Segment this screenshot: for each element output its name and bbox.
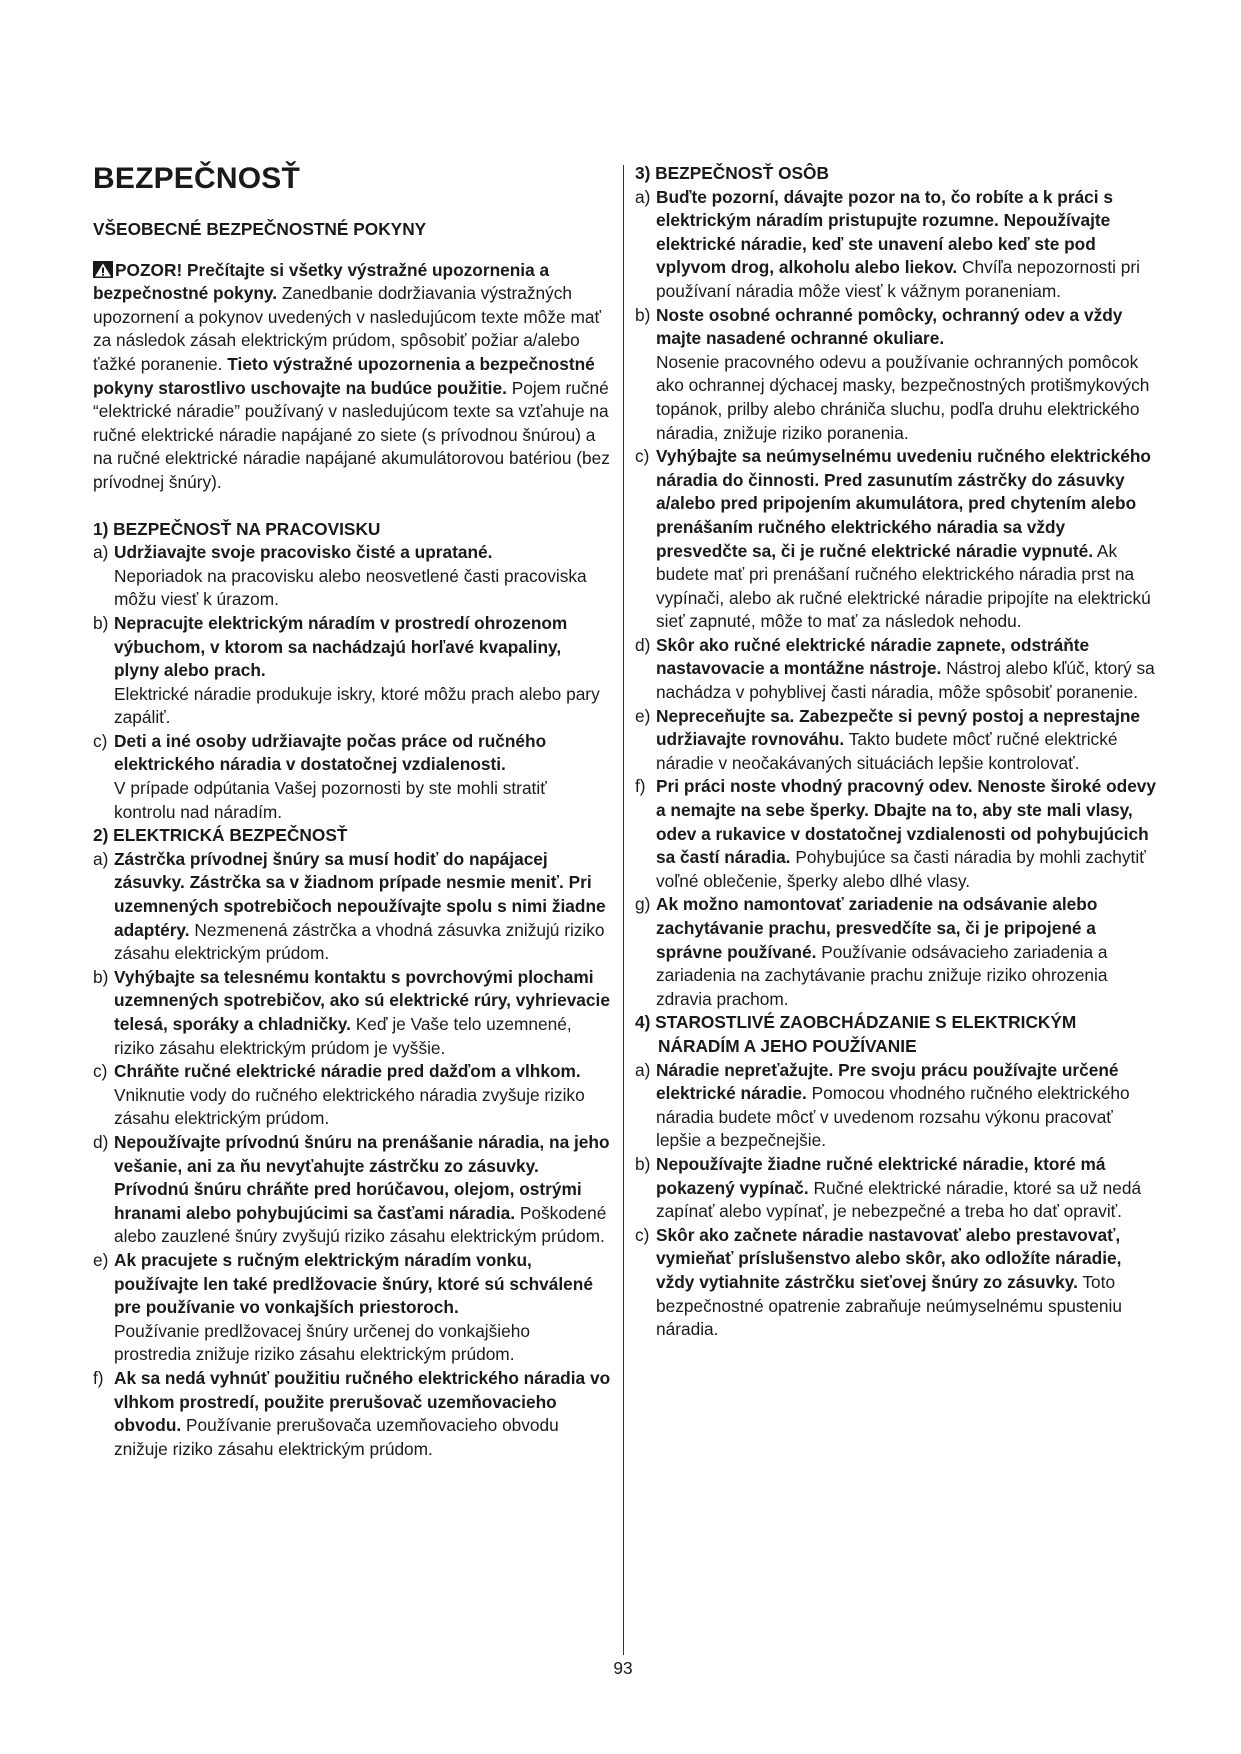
section-electrical-title: 2) ELEKTRICKÁ BEZPEČNOSŤ (93, 825, 348, 846)
section-tool-use-title: 4) STAROSTLIVÉ ZAOBCHÁDZANIE S ELEKTRICKÝM NÁRADÍM A JEHO POUŽÍVANIE (635, 1012, 1077, 1056)
item-text: Pohybujúce sa časti náradia by mohli zachytiť voľné oblečenie, šperky alebo dlhé vlasy. (656, 847, 1146, 891)
item-bold: Nepoužívajte žiadne ručné elektrické náradie, ktoré má pokazený vypínač. (656, 1153, 1106, 1198)
item-letter: a) (93, 542, 109, 563)
intro-text-2: Pojem ručné “elektrické náradie” používaný v nasledujúcom texte sa vzťahuje na ručné elektrické náradie napájané zo siete (s prívodnou šnúrou) a na ručné elektrické náradie napájané akumulátorovou batériou (bez prívodnej šnúry). (93, 377, 610, 492)
list-item (93, 541, 611, 612)
item-letter: b) (93, 966, 109, 987)
item-letter: b) (635, 304, 651, 325)
item-body (656, 1153, 1159, 1224)
section-electrical-list (93, 848, 611, 1461)
item-letter: a) (635, 1059, 651, 1080)
right-column (635, 162, 1159, 1342)
item-text: Toto bezpečnostné opatrenie zabraňuje neúmyselnému spusteniu náradia. (656, 1271, 1122, 1340)
item-letter: b) (635, 1153, 651, 1174)
intro-bold-1: Prečítajte si všetky výstražné upozornenia a bezpečnostné pokyny. (93, 259, 550, 304)
item-bold: Skôr ako začnete náradie nastavovať alebo prestavovať, vymieňať príslušenstvo alebo skôr, ako odložíte náradie, vždy vytiahnite zástrčku sieťovej šnúry zo zásuvky. (656, 1224, 1122, 1292)
item-body (656, 775, 1159, 893)
list-item (635, 186, 1159, 304)
section-work-area-title: 1) BEZPEČNOSŤ NA PRACOVISKU (93, 518, 381, 539)
page-number: 93 (613, 1658, 633, 1678)
item-letter: a) (635, 186, 651, 207)
list-item (93, 1060, 611, 1131)
item-text: Chvíľa nepozornosti pri používaní náradia môže viesť k vážnym poraneniam. (656, 257, 1140, 301)
item-text: Nástroj alebo kľúč, ktorý sa nachádza v pohyblivej časti náradia, môže spôsobiť poranenie. (656, 658, 1155, 703)
list-item (93, 1131, 611, 1249)
item-text: Používanie odsávacieho zariadenia a zariadenia na zachytávanie prachu znižuje riziko ohrozenia zdravia prachom. (656, 941, 1108, 1009)
list-item (93, 1367, 611, 1461)
item-bold: Noste osobné ochranné pomôcky, ochranný odev a vždy majte nasadené ochranné okuliare. (656, 304, 1123, 349)
item-bold: Deti a iné osoby udržiavajte počas práce od ručného elektrického náradia v dostatočnej vzdialenosti. (114, 730, 547, 775)
item-bold: Ak možno namontovať zariadenie na odsávanie alebo zachytávanie prachu, presvedčíte sa, či je pripojené a správne používané. (656, 894, 1098, 962)
item-text: Ak budete mať pri prenášaní ručného elektrického náradia prst na vypínači, alebo ak ručné elektrické náradie pripojíte na elektrickú sieť zapnuté, môže to mať za následok nehodu. (656, 540, 1151, 632)
section-tool-use-list (635, 1059, 1159, 1342)
item-body (656, 304, 1159, 446)
item-letter: g) (635, 894, 651, 915)
item-letter: b) (93, 612, 109, 633)
list-item (635, 775, 1159, 893)
item-letter: f) (93, 1367, 104, 1388)
item-body (656, 634, 1159, 705)
list-item (635, 705, 1159, 776)
item-letter: a) (93, 848, 109, 869)
item-body (114, 1249, 611, 1367)
item-bold: Nepracujte elektrickým náradím v prostredí ohrozenom výbuchom, v ktorom sa nachádzajú horľavé kvapaliny, plyny alebo prach. (114, 612, 568, 681)
item-body (114, 1367, 611, 1461)
item-text: Používanie predlžovacej šnúry určenej do vonkajšieho prostredia znižuje riziko zásahu elektrickým prúdom. (114, 1320, 530, 1365)
item-text: Pomocou vhodného ručného elektrického náradia budete môcť v uvedenom rozsahu výkonu pracovať lepšie a bezpečnejšie. (656, 1083, 1130, 1151)
item-letter: d) (635, 634, 651, 655)
item-text: Takto budete môcť ručné elektrické náradie v neočakávaných situáciách lepšie kontrolovať. (656, 729, 1118, 773)
item-text: V prípade odpútania Vašej pozornosti by ste mohli stratiť kontrolu nad náradím. (114, 778, 547, 822)
item-bold: Skôr ako ručné elektrické náradie zapnete, odstráňte nastavovacie a montážne nástroje. (656, 634, 1090, 679)
item-body (114, 1131, 611, 1249)
item-letter: c) (635, 446, 650, 467)
item-body (114, 730, 611, 824)
item-bold: Náradie nepreťažujte. Pre svoju prácu používajte určené elektrické náradie. (656, 1059, 1119, 1104)
list-item (93, 612, 611, 730)
item-body (114, 1060, 611, 1131)
item-bold: Pri práci noste vhodný pracovný odev. Nenoste široké odevy a nemajte na sebe šperky. Dbajte na to, aby ste mali vlasy, odev a rukavice v dostatočnej vzdialenosti od pohybujúcich sa častí náradia. (656, 776, 1157, 868)
intro-bold-2: Tieto výstražné upozornenia a bezpečnostné pokyny starostlivo uschovajte na budúce použitie. (93, 353, 595, 398)
item-text: Vniknutie vody do ručného elektrického náradia zvyšuje riziko zásahu elektrickým prúdom. (114, 1084, 585, 1129)
column-divider (623, 165, 624, 1655)
list-item (635, 445, 1159, 634)
item-body (114, 966, 611, 1060)
list-item (635, 634, 1159, 705)
item-body (656, 893, 1159, 1011)
item-letter: c) (93, 730, 108, 751)
list-item (635, 1224, 1159, 1342)
item-letter: d) (93, 1131, 109, 1152)
item-text: Používanie prerušovača uzemňovacieho obvodu znižuje riziko zásahu elektrickým prúdom. (114, 1415, 559, 1459)
section-personal-title: 3) BEZPEČNOSŤ OSÔB (635, 163, 829, 183)
item-letter: e) (635, 705, 651, 726)
item-letter: c) (93, 1061, 108, 1082)
item-bold: Zástrčka prívodnej šnúry sa musí hodiť do napájacej zásuvky. Zástrčka sa v žiadnom prípade nesmie meniť. Pri uzemnených spotrebičoch nepoužívajte spolu s nimi žiadne adaptéry. (114, 848, 606, 940)
general-safety-subtitle: VŠEOBECNÉ BEZPEČNOSTNÉ POKYNY (93, 219, 427, 239)
warning-label: POZOR! (115, 259, 183, 280)
list-item (635, 1153, 1159, 1224)
item-bold: Nepreceňujte sa. Zabezpečte si pevný postoj a neprestajne udržiavajte rovnováhu. (656, 705, 1141, 750)
item-text: Poškodené alebo zauzlené šnúry zvyšujú riziko zásahu elektrickým prúdom. (114, 1202, 607, 1247)
list-item (635, 304, 1159, 446)
item-text: Neporiadok na pracovisku alebo neosvetlené časti pracoviska môžu viesť k úrazom. (114, 565, 587, 610)
item-bold: Buďte pozorní, dávajte pozor na to, čo robíte a k práci s elektrickým náradím pristupujte rozumne. Nepoužívajte elektrické náradie, keď ste unavení alebo keď ste pod vplyvom drog, alkoholu alebo liekov. (656, 186, 1114, 278)
item-bold: Ak pracujete s ručným elektrickým náradím vonku, používajte len také predlžovacie šnúry, ktoré sú schválené pre používanie vo vonkajších priestoroch. (114, 1249, 593, 1318)
section-work-area-list (93, 541, 611, 824)
item-body (656, 445, 1159, 634)
item-letter: e) (93, 1249, 109, 1270)
list-item (93, 848, 611, 966)
item-bold: Ak sa nedá vyhnúť použitiu ručného elektrického náradia vo vlhkom prostredí, použite prerušovač uzemňovacieho obvodu. (114, 1367, 611, 1436)
item-body (656, 705, 1159, 776)
item-body (114, 848, 611, 966)
item-bold: Nepoužívajte prívodnú šnúru na prenášanie náradia, na jeho vešanie, ani za ňu nevyťahujte zástrčku zo zásuvky. Prívodnú šnúru chráňte pred horúčavou, olejom, ostrými hranami alebo pohybujúcimi sa časťami náradia. (114, 1131, 610, 1223)
item-bold: Vyhýbajte sa telesnému kontaktu s povrchovými plochami uzemnených spotrebičov, ako sú elektrické rúry, vyhrievacie telesá, sporáky a chladničky. (114, 966, 610, 1034)
item-text: Elektrické náradie produkuje iskry, ktoré môžu prach alebo pary zapáliť. (114, 683, 600, 728)
list-item (93, 730, 611, 824)
section-personal-list (635, 186, 1159, 1012)
list-item (93, 966, 611, 1060)
item-text: Nosenie pracovného odevu a používanie ochranných pomôcok ako ochrannej dýchacej masky, bezpečnostných protišmykových topánok, prilby alebo chrániča sluchu, podľa druhu elektrického náradia, znižuje riziko poranenia. (656, 351, 1150, 443)
item-letter: f) (635, 776, 646, 797)
item-body (656, 1224, 1159, 1342)
page-title: BEZPEČNOSŤ (93, 162, 301, 195)
item-body (114, 612, 611, 730)
item-bold: Chráňte ručné elektrické náradie pred dažďom a vlhkom. (114, 1061, 581, 1082)
list-item (635, 893, 1159, 1011)
item-letter: c) (635, 1224, 650, 1245)
left-column (93, 162, 611, 1461)
item-text: Nezmenená zástrčka a vhodná zásuvka znižujú riziko zásahu elektrickým prúdom. (114, 919, 605, 964)
item-bold: Vyhýbajte sa neúmyselnému uvedeniu ručného elektrického náradia do činnosti. Pred zasunutím zástrčky do zásuvky a/alebo pred pripojením akumulátora, pred chytením alebo prenášaním ručného elektrického náradia sa vždy presvedčte sa, či je ručné elektrické náradie vypnuté. (656, 446, 1151, 561)
list-item (635, 1059, 1159, 1153)
item-body (656, 186, 1159, 304)
item-bold: Udržiavajte svoje pracovisko čisté a upratané. (114, 542, 493, 563)
intro-text-1: Zanedbanie dodržiavania výstražných upozornení a pokynov uvedených v nasledujúcom texte môže mať za následok zásah elektrickým prúdom, spôsobiť požiar a/alebo ťažké poranenie. (93, 283, 601, 374)
item-body (114, 541, 611, 612)
item-text: Ručné elektrické náradie, ktoré sa už nedá zapínať alebo vypínať, je nebezpečné a treba ho dať opraviť. (656, 1177, 1142, 1222)
list-item (93, 1249, 611, 1367)
item-body (656, 1059, 1159, 1153)
intro-paragraph (93, 259, 611, 495)
warning-triangle-icon (93, 261, 113, 278)
item-text: Keď je Vaše telo uzemnené, riziko zásahu elektrickým prúdom je vyššie. (114, 1014, 572, 1058)
